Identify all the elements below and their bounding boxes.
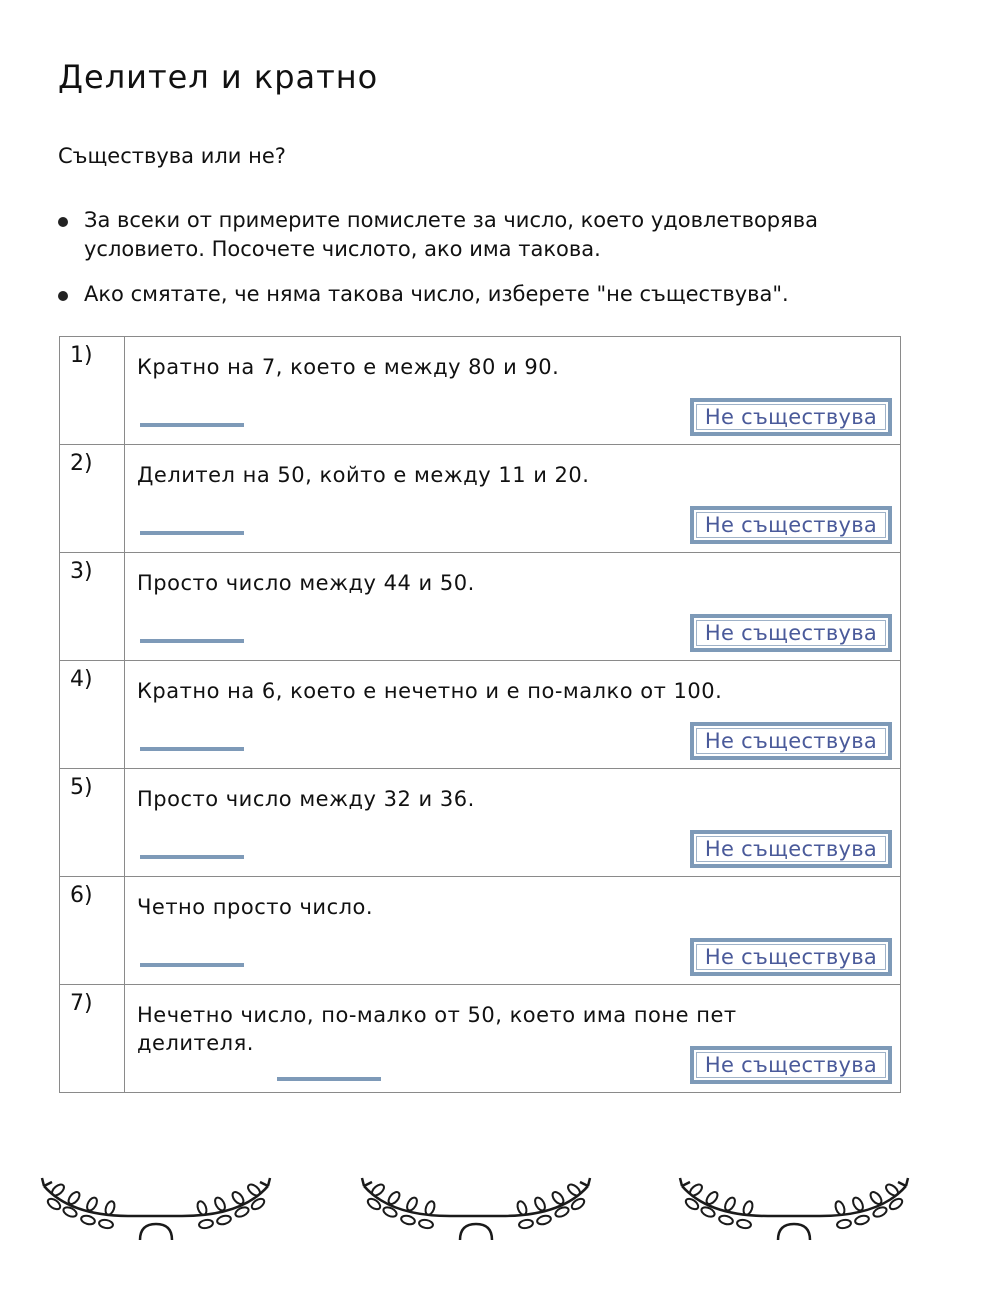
task-row (60, 877, 901, 985)
task-content (125, 985, 901, 1093)
task-number: 3) (60, 553, 125, 661)
task-content (125, 769, 901, 877)
task-question: Нечетно число, по-малко от 50, което има поне пет делителя. (137, 1003, 737, 1055)
laurel-wreath-icon (40, 1168, 272, 1248)
task-row (60, 661, 901, 769)
task-content (125, 445, 901, 553)
instructions-list (58, 206, 918, 325)
laurel-wreath-icon (360, 1168, 592, 1248)
task-question: Кратно на 6, което е нечетно и е по-малко от 100. (137, 679, 723, 703)
not-exists-button[interactable]: Не съществува (690, 614, 892, 652)
task-question: Четно просто число. (137, 895, 374, 919)
task-content (125, 337, 901, 445)
instruction-text: Ако смятате, че няма такова число, изберете "не съществува". (84, 282, 789, 306)
instruction-text: За всеки от примерите помислете за число, което удовлетворява условието. Посочете числото, ако има такова. (84, 208, 818, 261)
task-row (60, 337, 901, 445)
not-exists-button[interactable]: Не съществува (690, 1046, 892, 1084)
task-number: 4) (60, 661, 125, 769)
task-number: 6) (60, 877, 125, 985)
task-content (125, 553, 901, 661)
task-number: 5) (60, 769, 125, 877)
task-content (125, 661, 901, 769)
task-row (60, 553, 901, 661)
task-row (60, 985, 901, 1093)
task-table (59, 336, 901, 1093)
task-question: Кратно на 7, което е между 80 и 90. (137, 355, 560, 379)
task-number: 1) (60, 337, 125, 445)
decoration-row (0, 1168, 1000, 1258)
answer-blank[interactable] (140, 531, 244, 535)
task-question: Просто число между 44 и 50. (137, 571, 475, 595)
task-question: Просто число между 32 и 36. (137, 787, 475, 811)
not-exists-button[interactable]: Не съществува (690, 830, 892, 868)
answer-blank[interactable] (140, 747, 244, 751)
answer-blank[interactable] (140, 639, 244, 643)
page-title: Делител и кратно (58, 58, 379, 96)
task-content (125, 877, 901, 985)
instruction-item (58, 206, 918, 264)
bullet-icon (58, 217, 68, 227)
answer-blank[interactable] (140, 963, 244, 967)
not-exists-button[interactable]: Не съществува (690, 506, 892, 544)
answer-blank[interactable] (140, 423, 244, 427)
laurel-wreath-icon (678, 1168, 910, 1248)
not-exists-button[interactable]: Не съществува (690, 398, 892, 436)
task-row (60, 769, 901, 877)
task-number: 7) (60, 985, 125, 1093)
answer-blank[interactable] (140, 855, 244, 859)
not-exists-button[interactable]: Не съществува (690, 722, 892, 760)
page-subtitle: Съществува или не? (58, 144, 286, 168)
task-number: 2) (60, 445, 125, 553)
instruction-item (58, 280, 918, 309)
bullet-icon (58, 291, 68, 301)
task-row (60, 445, 901, 553)
answer-blank[interactable] (277, 1077, 381, 1081)
not-exists-button[interactable]: Не съществува (690, 938, 892, 976)
task-question: Делител на 50, който е между 11 и 20. (137, 463, 590, 487)
